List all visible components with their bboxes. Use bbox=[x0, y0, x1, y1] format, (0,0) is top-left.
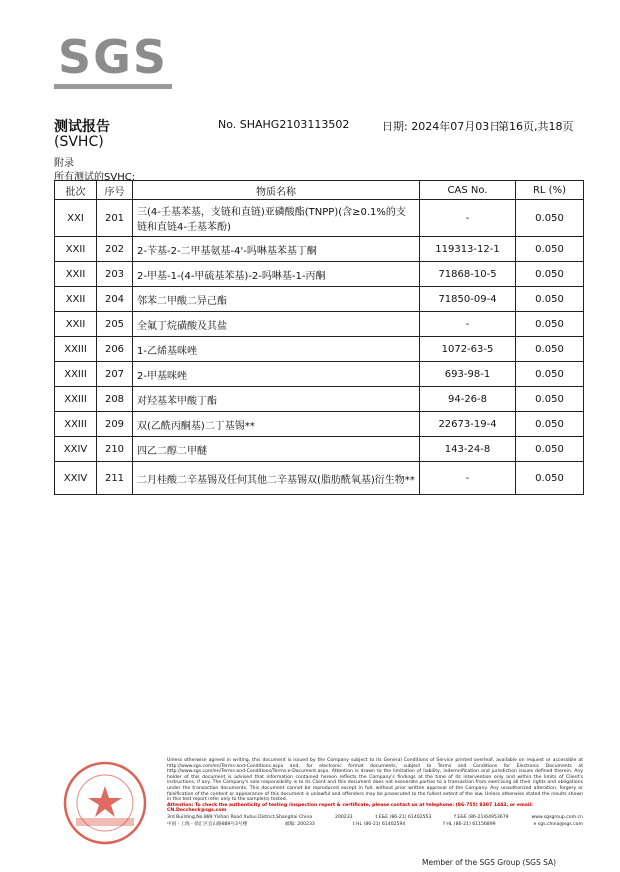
svhc-table bbox=[54, 180, 584, 495]
table-row bbox=[55, 312, 584, 337]
cell-batch: XXIII bbox=[55, 412, 97, 437]
cell-rl: 0.050 bbox=[516, 362, 584, 387]
column-header-rl: RL (%) bbox=[516, 181, 584, 200]
cell-no: 202 bbox=[97, 237, 133, 262]
cell-substance: 邻苯二甲酸二异己酯 bbox=[133, 287, 420, 312]
cell-batch: XXII bbox=[55, 287, 97, 312]
cell-cas: 94-26-8 bbox=[420, 387, 516, 412]
address-row-cn bbox=[167, 822, 583, 828]
cell-substance: 2-甲基咪唑 bbox=[133, 362, 420, 387]
cell-batch: XXIII bbox=[55, 387, 97, 412]
cell-no: 201 bbox=[97, 200, 133, 237]
cell-no: 211 bbox=[97, 462, 133, 495]
table-row bbox=[55, 387, 584, 412]
sgs-logo-text: SGS bbox=[58, 30, 169, 84]
cell-substance: 1-乙烯基咪唑 bbox=[133, 337, 420, 362]
report-title: 测试报告 bbox=[54, 119, 110, 135]
cell-batch: XXIII bbox=[55, 337, 97, 362]
cell-rl: 0.050 bbox=[516, 462, 584, 495]
cell-cas: - bbox=[420, 200, 516, 237]
listed-svhc-label: 所有测试的SVHC: bbox=[54, 172, 136, 183]
appendix-label: 附录 bbox=[54, 158, 74, 169]
fax-en: f E&E (86-21)64953679 bbox=[454, 814, 509, 820]
cell-no: 206 bbox=[97, 337, 133, 362]
legal-notice: Unless otherwise agreed in writing, this document is issued by the Company subject to its General Conditions of Service printed overleaf, available on request or accessible at http://www.sgs.com/en/Terms-and-Conditions.aspx and, for electronic format documents, subject to Terms and Conditions for Electronic Documents at http://www.sgs.com/en/Terms-and-Conditions/Terms-e-Document.aspx. Attention is drawn to the limitation of liability, indemnification and jurisdiction issues defined therein. Any holder of this document is advised that information contained hereon reflects the Company's findings at the time of its intervention only and within the limits of Client's instructions, if any. The Company's sole responsibility is to its Client and this document does not exonerate parties to a transaction from exercising all their rights and obligations under the transaction documents. This document cannot be reproduced except in full, without prior written approval of the Company. Any unauthorized alteration, forgery or falsification of the content or appearance of this document is unlawful and offenders may be prosecuted to the fullest extent of the law. Unless otherwise stated the results shown in this test report refer only to the sample(s) tested. bbox=[167, 758, 583, 803]
table-row bbox=[55, 200, 584, 237]
cell-rl: 0.050 bbox=[516, 337, 584, 362]
address-en: 3rd Building,No.889 Yishan Road Xuhui District,Shanghai China bbox=[167, 814, 313, 820]
cell-rl: 0.050 bbox=[516, 412, 584, 437]
report-number: No. SHAHG2103113502 bbox=[218, 118, 350, 131]
cell-batch: XXII bbox=[55, 262, 97, 287]
cell-substance: 三(4-壬基苯基，支链和直链)亚磷酸酯(TNPP)(含≥0.1%的支链和直链4-壬基苯酚) bbox=[133, 200, 420, 237]
cell-no: 208 bbox=[97, 387, 133, 412]
table-row bbox=[55, 462, 584, 495]
column-header-cas: CAS No. bbox=[420, 181, 516, 200]
report-date: 日期: 2024年07月03日 bbox=[382, 120, 501, 133]
table-header-row bbox=[55, 181, 584, 200]
cell-substance: 双(乙酰丙酮基)二丁基锡** bbox=[133, 412, 420, 437]
column-header-substance: 物质名称 bbox=[133, 181, 420, 200]
tel-cn: t HL (86-21) 61402594 bbox=[352, 821, 406, 827]
cell-batch: XXII bbox=[55, 312, 97, 337]
official-seal-stamp bbox=[50, 756, 160, 850]
cell-batch: XXII bbox=[55, 237, 97, 262]
cell-no: 204 bbox=[97, 287, 133, 312]
cell-substance: 二月桂酸二辛基锡及任何其他二辛基锡双(脂肪酰氧基)衍生物** bbox=[133, 462, 420, 495]
cell-cas: 143-24-8 bbox=[420, 437, 516, 462]
cell-batch: XXIV bbox=[55, 437, 97, 462]
cell-rl: 0.050 bbox=[516, 237, 584, 262]
cell-no: 209 bbox=[97, 412, 133, 437]
table-row bbox=[55, 287, 584, 312]
cell-batch: XXIII bbox=[55, 362, 97, 387]
cell-rl: 0.050 bbox=[516, 287, 584, 312]
cell-rl: 0.050 bbox=[516, 200, 584, 237]
cell-cas: 693-98-1 bbox=[420, 362, 516, 387]
column-header-no: 序号 bbox=[97, 181, 133, 200]
authenticity-notice: Attention: To check the authenticity of testing /inspection report & certificate, please contact us at telephone: (86-755) 8307 1443, or email: CN.Doccheck@sgs.com bbox=[167, 802, 533, 814]
sgs-logo-bar bbox=[54, 84, 172, 89]
zip-cn: 邮编: 200233 bbox=[285, 821, 315, 827]
table-row bbox=[55, 262, 584, 287]
cell-no: 207 bbox=[97, 362, 133, 387]
cell-rl: 0.050 bbox=[516, 312, 584, 337]
cell-cas: 1072-63-5 bbox=[420, 337, 516, 362]
cell-substance: 2-甲基-1-(4-甲硫基苯基)-2-吗啉基-1-丙酮 bbox=[133, 262, 420, 287]
table-row bbox=[55, 362, 584, 387]
cell-rl: 0.050 bbox=[516, 387, 584, 412]
address-row-en bbox=[167, 815, 583, 821]
cell-no: 203 bbox=[97, 262, 133, 287]
page-number: 第16页,共18页 bbox=[498, 120, 574, 133]
cell-rl: 0.050 bbox=[516, 437, 584, 462]
cell-no: 205 bbox=[97, 312, 133, 337]
tel-en: t E&E (86-21) 61402553 bbox=[375, 814, 432, 820]
cell-no: 210 bbox=[97, 437, 133, 462]
cell-substance: 四乙二醇二甲醚 bbox=[133, 437, 420, 462]
sgs-logo bbox=[54, 30, 174, 86]
member-line: Member of the SGS Group (SGS SA) bbox=[422, 858, 557, 867]
cell-batch: XXI bbox=[55, 200, 97, 237]
report-subtitle: (SVHC) bbox=[54, 134, 104, 150]
cell-substance: 全氟丁烷磺酸及其盐 bbox=[133, 312, 420, 337]
cell-substance: 对羟基苯甲酸丁酯 bbox=[133, 387, 420, 412]
email: e sgs.china@sgs.com bbox=[533, 821, 583, 827]
cell-rl: 0.050 bbox=[516, 262, 584, 287]
column-header-batch: 批次 bbox=[55, 181, 97, 200]
cell-cas: 71868-10-5 bbox=[420, 262, 516, 287]
table-row bbox=[55, 337, 584, 362]
table-row bbox=[55, 237, 584, 262]
address-cn: 中国 · 上海 · 徐汇区宜山路889号3号楼 bbox=[167, 821, 248, 827]
cell-cas: 22673-19-4 bbox=[420, 412, 516, 437]
cell-cas: 71850-09-4 bbox=[420, 287, 516, 312]
fax-cn: f HL (86-21) 61156899 bbox=[443, 821, 496, 827]
website: www.sgsgroup.com.cn bbox=[531, 814, 583, 820]
cell-cas: - bbox=[420, 312, 516, 337]
table-row bbox=[55, 437, 584, 462]
table-row bbox=[55, 412, 584, 437]
cell-cas: - bbox=[420, 462, 516, 495]
zip-en: 200233 bbox=[335, 814, 353, 820]
cell-cas: 119313-12-1 bbox=[420, 237, 516, 262]
cell-substance: 2-苄基-2-二甲基氨基-4'-吗啉基苯基丁酮 bbox=[133, 237, 420, 262]
legal-footer bbox=[167, 758, 583, 827]
cell-batch: XXIV bbox=[55, 462, 97, 495]
